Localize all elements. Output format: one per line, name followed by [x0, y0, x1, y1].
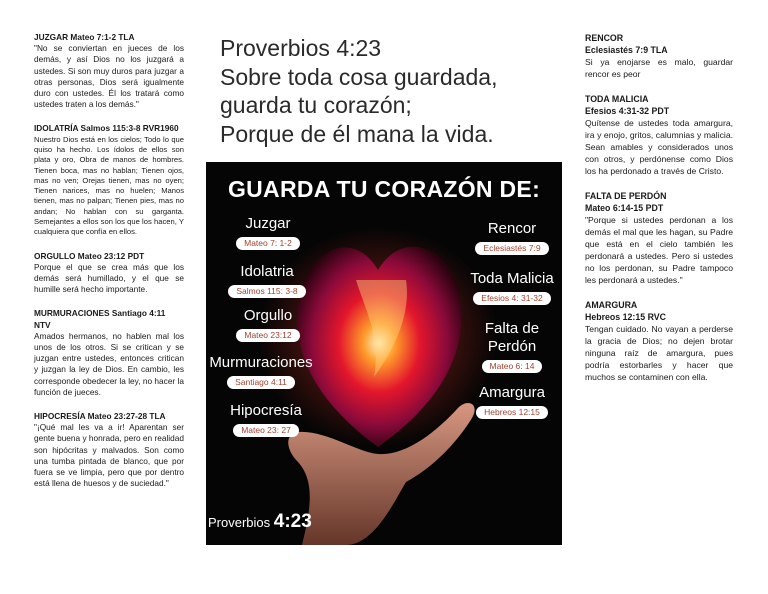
entry-toda-malicia	[585, 93, 733, 177]
sin-reference-badge: Mateo 23: 27	[233, 424, 299, 437]
sin-reference-badge: Eclesiastés 7:9	[475, 242, 548, 255]
entry-juzgar	[34, 32, 184, 110]
sin-label-idolatria	[214, 263, 320, 299]
entry-heading: MURMURACIONES Santiago 4:11 NTV	[34, 308, 166, 330]
entry-text: "Porque si ustedes perdonan a los demás el mal que les hagan, su Padre que está en el cielo también les perdonará a ustedes. Pero si ustedes no los perdonan, su Padre tampoco les perdonará a ustedes."	[585, 215, 733, 285]
entry-idolatria	[34, 123, 184, 237]
sin-reference-badge: Santiago 4:11	[227, 376, 295, 389]
entry-text: Nuestro Dios está en los cielos; Todo lo que quiso ha hecho. Los ídolos de ellos son plata y oro, Obra de manos de hombres. Tienen boca, mas no hablan; Tienen ojos, mas no ven; Orejas tienen, mas no oyen; Tienen narices, mas no huelen; Manos tienen, mas no palpan; Tienen pies, mas no andan; No hablan con su garganta. Semejantes a ellos son los que los hacen, Y cualquiera que confía en ellos.	[34, 134, 184, 237]
sin-name: Orgullo	[243, 307, 293, 324]
entry-orgullo	[34, 251, 184, 296]
entry-text: Tengan cuidado. No vayan a perderse la gracia de Dios; no dejen brotar ninguna raíz de amargura, pues podría estorbarles y hacer que muchos se contaminen con ella.	[585, 324, 733, 382]
entry-heading: JUZGAR Mateo 7:1-2 TLA	[34, 32, 135, 42]
entry-heading: IDOLATRÍA Salmos 115:3-8 RVR1960	[34, 123, 179, 134]
sin-reference-badge: Mateo 7: 1-2	[236, 237, 300, 250]
sin-reference-badge: Salmos 115: 3-8	[228, 285, 305, 298]
poster-footer-reference	[208, 511, 312, 533]
sin-name: Idolatria	[240, 263, 294, 280]
entry-rencor	[585, 32, 733, 80]
entry-heading: TODA MALICIA	[585, 94, 649, 104]
sin-label-hipocresia	[216, 402, 316, 438]
verse-title-line: Proverbios 4:23	[220, 35, 382, 61]
verse-title-block	[206, 30, 562, 162]
footer-verse: 4:23	[273, 511, 312, 532]
sin-label-juzgar	[218, 215, 318, 251]
entry-reference: Hebreos 12:15 RVC	[585, 312, 667, 322]
poster-heading: GUARDA TU CORAZÓN DE:	[227, 176, 541, 202]
entry-hipocresia	[34, 411, 184, 489]
footer-book: Proverbios	[208, 515, 271, 530]
right-column	[585, 32, 733, 396]
sin-label-murmuraciones	[206, 354, 316, 390]
sin-name: Rencor	[487, 220, 537, 237]
entry-heading: HIPOCRESÍA Mateo 23:27-28 TLA	[34, 411, 166, 422]
sin-reference-badge: Mateo 23:12	[236, 329, 299, 342]
entry-heading: ORGULLO Mateo 23:12 PDT	[34, 250, 145, 261]
sin-name: Falta de Perdón	[484, 320, 540, 355]
entry-text: "¡Qué mal les va a ir! Aparentan ser gente buena y honrada, pero en realidad son hipócritas y malvados. Son como una tumba pintada de blanco, que por fuera se ve limpia, pero que por dentro está llena de huesos y de suciedad."	[34, 422, 184, 489]
sin-name: Murmuraciones	[209, 354, 313, 371]
entry-falta-de-perdon	[585, 190, 733, 286]
entry-reference: Eclesiastés 7:9 TLA	[585, 45, 668, 55]
entry-murmuraciones	[34, 308, 184, 398]
sin-label-falta-de-perdon	[468, 320, 556, 374]
sin-reference-badge: Efesios 4: 31-32	[473, 292, 550, 305]
sin-label-toda-malicia	[462, 270, 562, 306]
sin-label-amargura	[462, 384, 562, 420]
sin-name: Amargura	[479, 384, 545, 401]
sin-name: Juzgar	[245, 215, 291, 232]
entry-heading: RENCOR	[585, 33, 624, 43]
verse-title-line: Porque de él mana la vida.	[220, 120, 494, 147]
entry-reference: Mateo 6:14-15 PDT	[585, 203, 664, 213]
entry-text: Si ya enojarse es malo, guardar rencor es peor	[585, 57, 733, 79]
verse-title-line: Sobre toda cosa guardada,	[220, 63, 498, 90]
poster-image	[206, 162, 562, 545]
entry-heading: AMARGURA	[585, 300, 638, 310]
sin-reference-badge: Mateo 6: 14	[482, 360, 543, 373]
sin-name: Hipocresía	[230, 402, 302, 419]
entry-heading: FALTA DE PERDÓN	[585, 191, 667, 201]
entry-text: Amados hermanos, no hablen mal los unos de los otros. Si se critican y se juzgan entre ustedes, entonces critican y juzgan la ley de Dios. En cambio, les corresponde obedecer la ley, no hacer la función de jueces.	[34, 330, 184, 397]
left-column	[34, 32, 184, 502]
entry-text: Porque el que se crea más que los demás será humillado, y el que se humille será hecho importante.	[34, 261, 184, 295]
entry-text: Quítense de ustedes toda amargura, ira y enojo, gritos, calumnias y malicia. Sean amables y considerados unos con otros, y perdónense como Dios los ha perdonado a través de Cristo.	[585, 118, 733, 176]
sin-reference-badge: Hebreos 12:15	[476, 406, 548, 419]
entry-amargura	[585, 299, 733, 383]
sin-label-orgullo	[218, 307, 318, 343]
verse-title-line: guarda tu corazón;	[220, 92, 412, 118]
sin-name: Toda Malicia	[470, 270, 554, 287]
sin-label-rencor	[462, 220, 562, 256]
entry-reference: Efesios 4:31-32 PDT	[585, 106, 670, 116]
entry-text: "No se conviertan en jueces de los demás, y así Dios no los juzgará a ustedes. Si son muy duros para juzgar a otras personas, Dios será igualmente duro con ustedes. Él los tratará como ustedes traten a los demás."	[34, 43, 184, 110]
